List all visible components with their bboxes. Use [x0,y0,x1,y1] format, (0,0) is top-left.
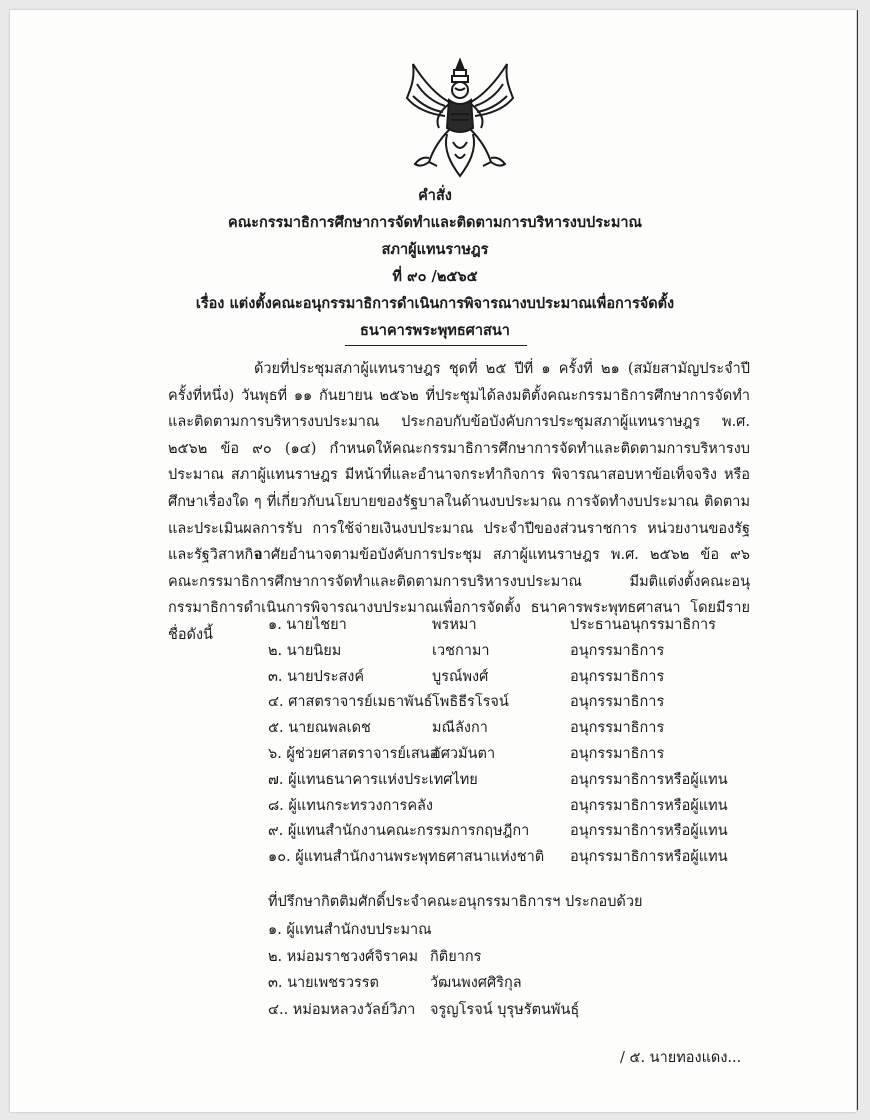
paragraph-2-text: อาศัยอำนาจตามข้อบังคับการประชุม สภาผู้แทนราษฎร พ.ศ. ๒๕๖๒ ข้อ ๙๖ คณะกรรมาธิการศึกษาการจัดทำและติดตามการบริหารงบประมาณ มีมติแต่งตั้งคณะอนุกรรมาธิการดำเนินการพิจารณางบประมาณเพื่อการจัดตั้ง ธนาคารพระพุทธศาสนา โดยมีรายชื่อดังนี้ [168,547,750,643]
member-name: ๕. นายณพลเดช [268,720,371,737]
advisor-name: ๓. นายเพชรวรรต [268,975,379,991]
member-name: ๗. ผู้แทนธนาคารแห่งประเทศไทย [268,771,478,788]
member-name: ๙. ผู้แทนสำนักงานคณะกรรมการกฤษฎีกา [268,823,530,840]
member-name: ๑. นายไชยา [268,617,347,633]
member-role: อนุกรรมาธิการหรือผู้แทน [570,797,728,814]
member-name: ๘. ผู้แทนกระทรวงการคลัง [268,797,434,814]
advisor-surname: วัฒนพงศศิริกุล [430,975,522,991]
subject-line-1: เรื่อง แต่งตั้งคณะอนุกรรมาธิการดำเนินการพิจารณางบประมาณเพื่อการจัดตั้ง [195,295,675,312]
paragraph-1-text: ด้วยที่ประชุมสภาผู้แทนราษฎร ชุดที่ ๒๕ ปีที่ ๑ ครั้งที่ ๒๑ (สมัยสามัญประจำปี ครั้งที่หนึ่ง) วันพุธที่ ๑๑ กันยายน ๒๕๖๒ ที่ประชุมได้ลงมติตั้งคณะกรรมาธิการศึกษาการจัดทำและติดตามการบริหารงบประมาณ ประกอบกับข้อบังคับการประชุมสภาผู้แทนราษฎร พ.ศ. ๒๕๖๒ ข้อ ๙๐ (๑๔) กำหนดให้คณะกรรมาธิการศึกษาการจัดทำและติดตามการบริหารงบประมาณ สภาผู้แทนราษฎร มีหน้าที่และอำนาจกระทำกิจการ พิจารณาสอบหาข้อเท็จจริง หรือศึกษาเรื่องใด ๆ ที่เกี่ยวกับนโยบายของรัฐบาลในด้านงบประมาณ การจัดทำงบประมาณ ติดตามและประเมินผลการรับ การใช้จ่ายเงินงบประมาณ ประจำปีของส่วนราชการ หน่วยงานของรัฐ และรัฐวิสาหกิจ [168,361,750,564]
member-name: ๖. ผู้ช่วยศาสตราจารย์เสนอ [268,745,439,762]
member-surname: บูรณ์พงศ์ [432,668,489,685]
member-name: ๒. นายนิยม [268,642,342,659]
member-name: ๔. ศาสตราจารย์เมธาพันธ์ [268,694,433,711]
member-role: อนุกรรมาธิการหรือผู้แทน [570,823,728,840]
member-role: อนุกรรมาธิการ [570,642,665,659]
advisor-name: ๔.. หม่อมหลวงวัลย์วิภา [268,1001,416,1018]
member-surname: อัศวมันตา [432,745,496,762]
advisors-heading: ที่ปรึกษากิตติมศักดิ์ประจำคณะอนุกรรมาธิการฯ ประกอบด้วย [268,894,643,910]
advisor-name: ๒. หม่อมราชวงศ์จิราคม [268,948,419,965]
member-role: อนุกรรมาธิการหรือผู้แทน [570,849,728,866]
advisor-surname: กิติยากร [430,948,482,965]
member-role: อนุกรรมาธิการ [570,745,665,762]
advisor-surname: จรูญโรจน์ บุรุษรัตนพันธุ์ [430,1001,580,1018]
heading-divider [345,345,527,346]
house-name: สภาผู้แทนราษฎร [381,241,489,258]
member-surname: พรหมา [432,617,477,633]
committee-name: คณะกรรมาธิการศึกษาการจัดทำและติดตามการบริหารงบประมาณ [228,214,642,231]
member-name: ๑๐. ผู้แทนสำนักงานพระพุทธศาสนาแห่งชาติ [268,849,545,866]
member-surname: มณีลังกา [432,720,488,737]
order-label: คำสั่ง [418,187,452,204]
member-surname: เวชกามา [432,642,490,659]
member-role: อนุกรรมาธิการ [570,694,665,711]
advisor-name: ๑. ผู้แทนสำนักงบประมาณ [268,922,432,938]
member-name: ๓. นายประสงค์ [268,668,365,685]
member-surname: โพธิธีรโรจน์ [432,694,509,711]
continuation-note: / ๕. นายทองแดง... [620,1050,742,1066]
member-role: ประธานอนุกรรมาธิการ [570,617,716,633]
subject-line-2: ธนาคารพระพุทธศาสนา [360,322,510,339]
order-number: ที่ ๙๐ /๒๕๖๕ [392,268,478,285]
garuda-emblem-icon [405,58,515,180]
member-role: อนุกรรมาธิการหรือผู้แทน [570,771,728,788]
page-edge-line [857,10,858,1110]
member-role: อนุกรรมาธิการ [570,720,665,737]
paragraph-1 [168,356,750,569]
member-role: อนุกรรมาธิการ [570,668,665,685]
